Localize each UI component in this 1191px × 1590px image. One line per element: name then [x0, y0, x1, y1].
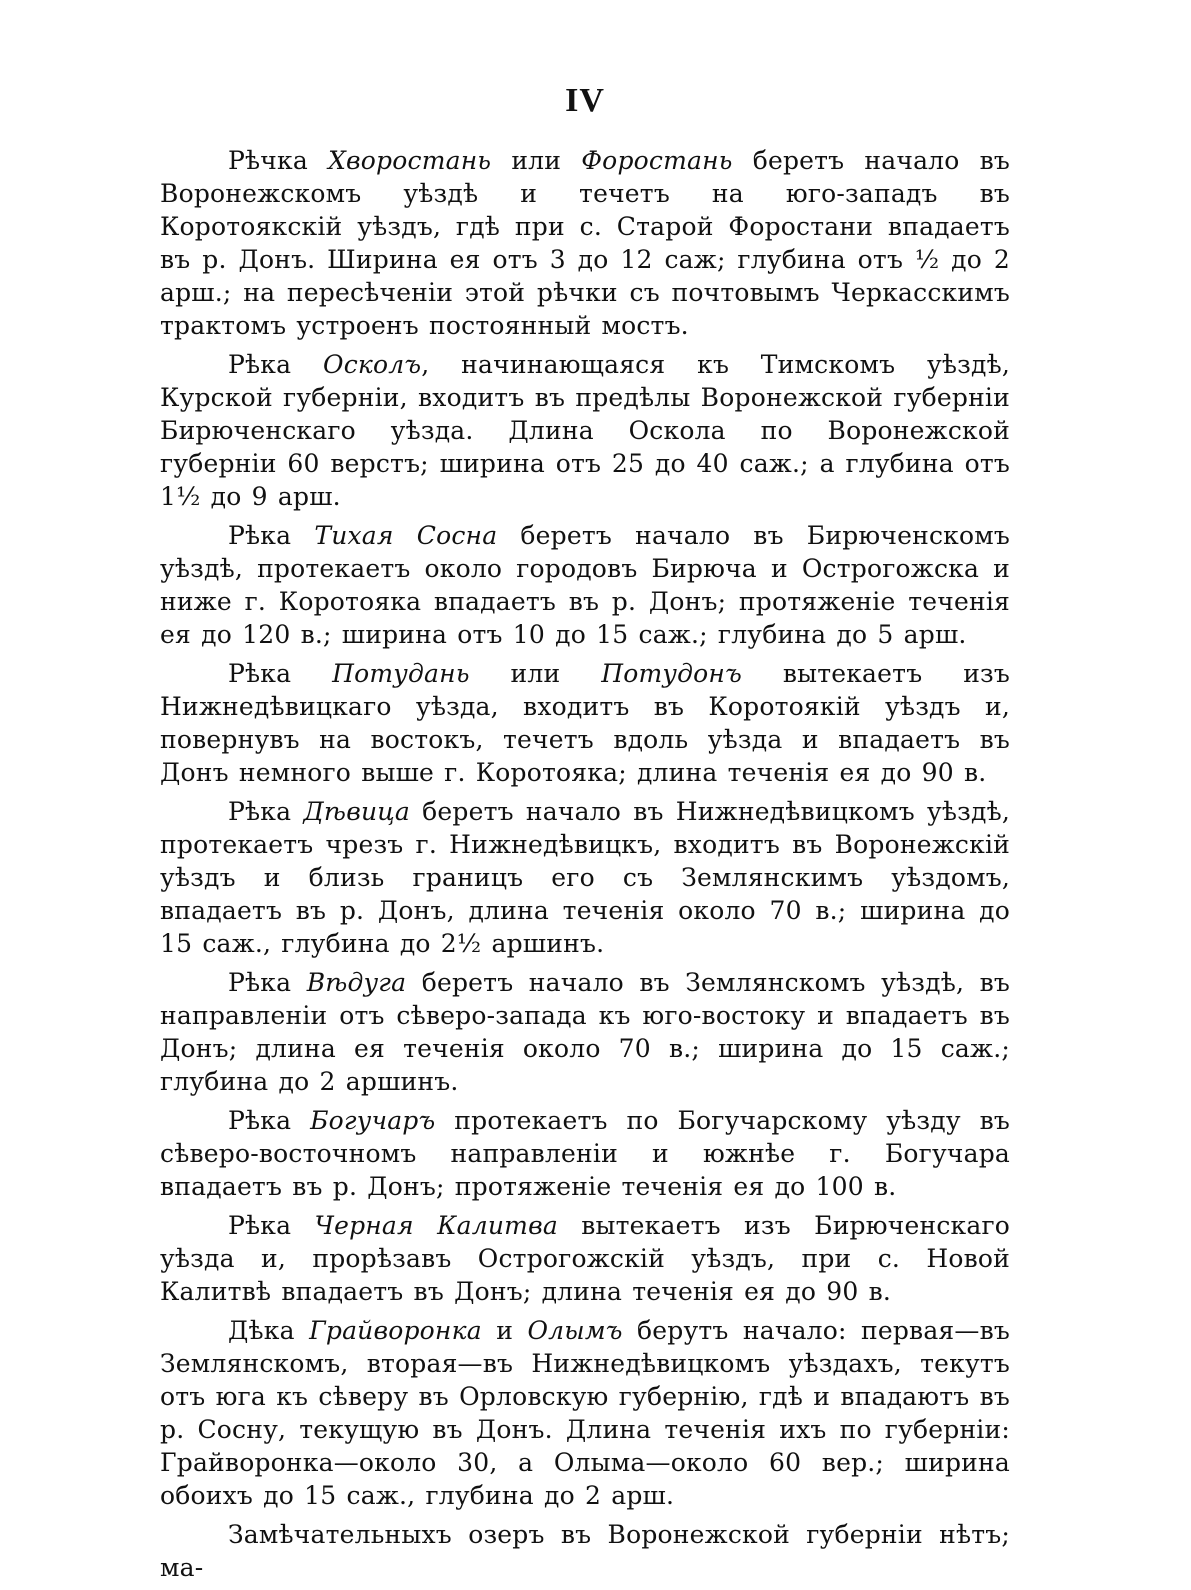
paragraph-oskol: [160, 348, 1010, 513]
paragraph-boguchar: [160, 1104, 1010, 1203]
text-segment: Рѣка: [228, 1106, 311, 1135]
river-name: Форостань: [581, 146, 733, 175]
river-name: Вѣдуга: [306, 968, 407, 997]
text-segment: Рѣка: [228, 1211, 315, 1240]
text-segment: , начинающаяся къ Тимскомъ уѣздѣ, Курской губерніи, входитъ въ предѣлы Воронежской губерніи Бирюченскаго уѣзда. Длина Оскола по Воронежской губерніи 60 верстъ; ширина отъ 25 до 40 саж.; а глубина отъ 1½ до 9 арш.: [160, 350, 1011, 511]
text-segment: беретъ начало въ Бирюченскомъ уѣздѣ, протекаетъ около городовъ Бирюча и Острогожска и ниже г. Коротояка впадаетъ въ р. Донъ; протяженіе теченія ея до 120 в.; ширина отъ 10 до 15 саж.; глубина до 5 арш.: [160, 521, 1010, 649]
river-name: Олымъ: [527, 1316, 623, 1345]
river-name: Потудонъ: [601, 659, 742, 688]
river-name: Тихая Сосна: [314, 521, 498, 550]
text-segment: беретъ начало въ Воронежскомъ уѣздѣ и течетъ на юго-западъ въ Коротоякскій уѣздъ, гдѣ при с. Старой Форостани впадаетъ въ р. Донъ. Ширина ея отъ 3 до 12 саж; глубина отъ ½ до 2 арш.; на пересѣченіи этой рѣчки съ почтовымъ Черкасскимъ трактомъ устроенъ постоянный мостъ.: [160, 146, 1010, 340]
page-number: IV: [565, 82, 605, 119]
text-segment: вытекаетъ изъ Бирюченскаго уѣзда и, прорѣзавъ Острогожскій уѣздъ, при с. Новой Калитвѣ впадаетъ въ Донъ; длина теченія ея до 90 в.: [160, 1211, 1010, 1306]
text-segment: Рѣка: [228, 659, 333, 688]
text-segment: Замѣчательныхъ озеръ въ Воронежской губерніи нѣтъ; ма-: [160, 1520, 1010, 1582]
river-name: Дѣвица: [303, 797, 410, 826]
river-name: Хворостань: [328, 146, 492, 175]
text-segment: вытекаетъ изъ Нижнедѣвицкаго уѣзда, входитъ въ Коротоякій уѣздъ и, повернувъ на востокъ, течетъ вдоль уѣзда и впадаетъ въ Донъ немного выше г. Коротояка; длина теченія ея до 90 в.: [160, 659, 1010, 787]
paragraph-potudan: [160, 657, 1010, 789]
paragraph-lakes: [160, 1518, 1010, 1584]
text-segment: Дѣка: [228, 1316, 310, 1345]
text-segment: Рѣка: [228, 350, 323, 379]
paragraph-devitsa: [160, 795, 1010, 960]
paragraph-veduga: [160, 966, 1010, 1098]
text-segment: Рѣчка: [228, 146, 329, 175]
paragraph-chernaya-kalitva: [160, 1209, 1010, 1308]
river-name: Черная Калитва: [314, 1211, 558, 1240]
river-name: Богучаръ: [310, 1106, 436, 1135]
paragraph-grayvoronka-olym: [160, 1314, 1010, 1512]
text-segment: протекаетъ по Богучарскому уѣзду въ сѣверо-восточномъ направленіи и южнѣе г. Богучара впадаетъ въ р. Донъ; протяженіе теченія ея до 100 в.: [160, 1106, 1011, 1201]
paragraph-hvorostan: [160, 144, 1010, 342]
text-segment: Рѣка: [228, 968, 307, 997]
text-segment: Рѣка: [228, 797, 304, 826]
river-name: Осколъ: [323, 350, 422, 379]
document-page: [160, 80, 1010, 1590]
text-segment: и: [481, 1316, 528, 1345]
paragraph-tikhaya-sosna: [160, 519, 1010, 651]
river-name: Грайворонка: [309, 1316, 482, 1345]
text-segment: беретъ начало въ Землянскомъ уѣздѣ, въ направленіи отъ сѣверо-запада къ юго-востоку и впадаетъ въ Донъ; длина ея теченія около 70 в.; ширина до 15 саж.; глубина до 2 аршинъ.: [160, 968, 1010, 1096]
text-segment: берутъ начало: первая—въ Землянскомъ, вторая—въ Нижнедѣвицкомъ уѣздахъ, текутъ отъ юга къ сѣверу въ Орловскую губернію, гдѣ и впадаютъ въ р. Сосну, текущую въ Донъ. Длина теченія ихъ по губерніи: Грайворонка—около 30, а Олыма—около 60 вер.; ширина обоихъ до 15 саж., глубина до 2 арш.: [160, 1316, 1010, 1510]
text-segment: беретъ начало въ Нижнедѣвицкомъ уѣздѣ, протекаетъ чрезъ г. Нижнедѣвицкъ, входитъ въ Воронежскій уѣздъ и близь границъ его съ Землянскимъ уѣздомъ, впадаетъ въ р. Донъ, длина теченія около 70 в.; ширина до 15 саж., глубина до 2½ аршинъ.: [160, 797, 1010, 958]
river-name: Потудань: [332, 659, 470, 688]
text-segment: Рѣка: [228, 521, 315, 550]
text-segment: или: [491, 146, 582, 175]
text-segment: или: [469, 659, 602, 688]
